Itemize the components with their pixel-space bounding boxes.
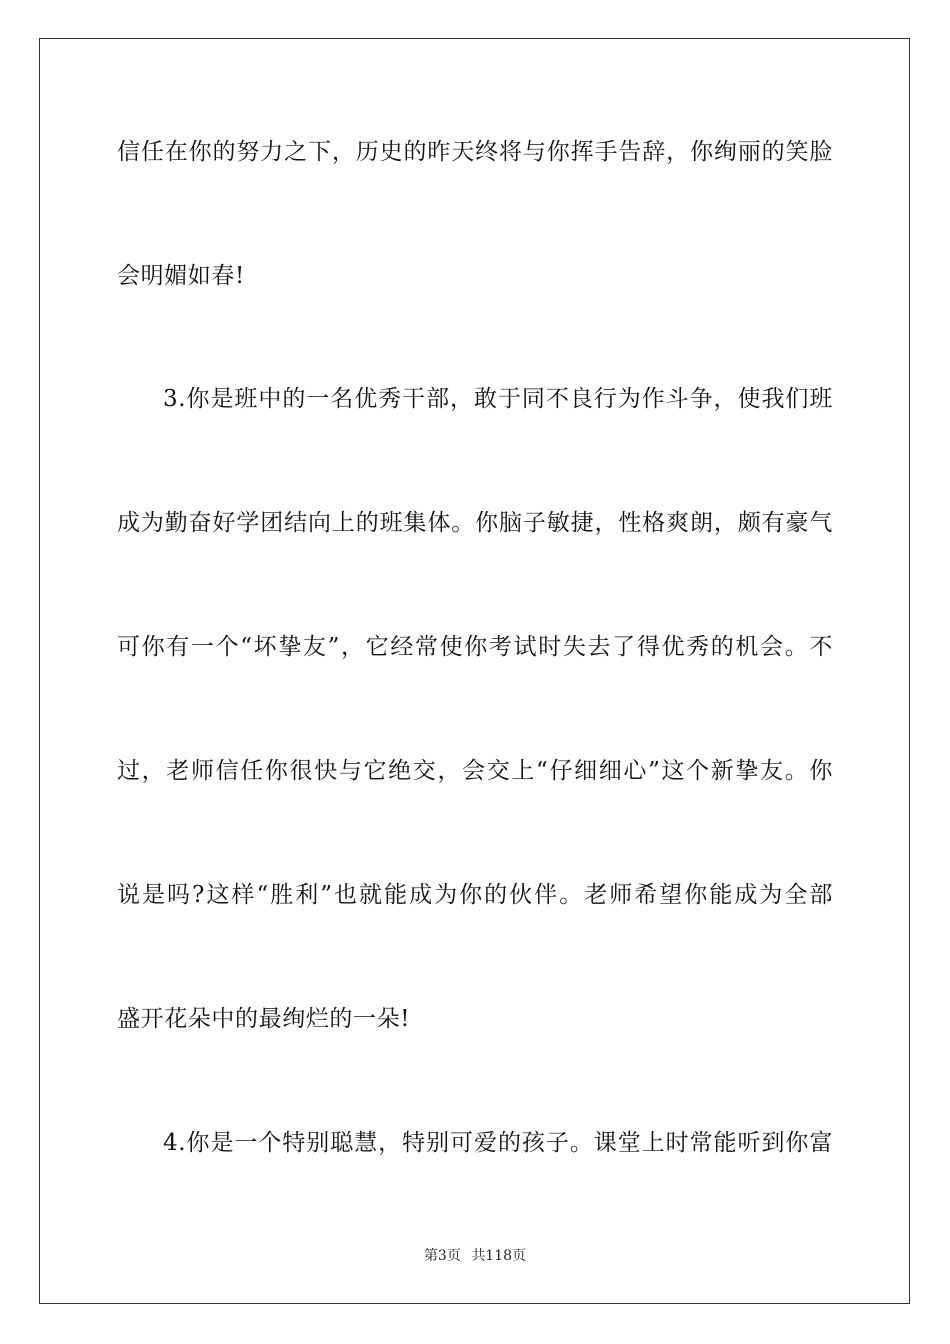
text-line-7: 说是吗?这样“胜利”也就能成为你的伙伴。老师希望你能成为全部 [117, 882, 833, 908]
text-line-8: 盛开花朵中的最绚烂的一朵! [117, 1006, 411, 1032]
text-line-2: 会明媚如春! [117, 263, 245, 289]
page-total: 共118页 [471, 1248, 527, 1264]
text-line-4: 成为勤奋好学团结向上的班集体。你脑子敏捷，性格爽朗，颇有豪气 [117, 510, 833, 536]
text-line-5: 可你有一个“坏挚友”，它经常使你考试时失去了得优秀的机会。不 [117, 634, 833, 660]
text-line-3: 3.你是班中的一名优秀干部，敢于同不良行为作斗争，使我们班 [163, 386, 833, 412]
page-footer [0, 1247, 950, 1265]
page-number: 第3页 [423, 1248, 461, 1264]
text-line-1: 信任在你的努力之下，历史的昨天终将与你挥手告辞，你绚丽的笑脸 [117, 139, 833, 165]
text-line-9: 4.你是一个特别聪慧，特别可爱的孩子。课堂上时常能听到你富 [163, 1130, 833, 1156]
text-line-6: 过，老师信任你很快与它绝交，会交上“仔细细心”这个新挚友。你 [117, 758, 833, 784]
page-frame [39, 38, 910, 1304]
